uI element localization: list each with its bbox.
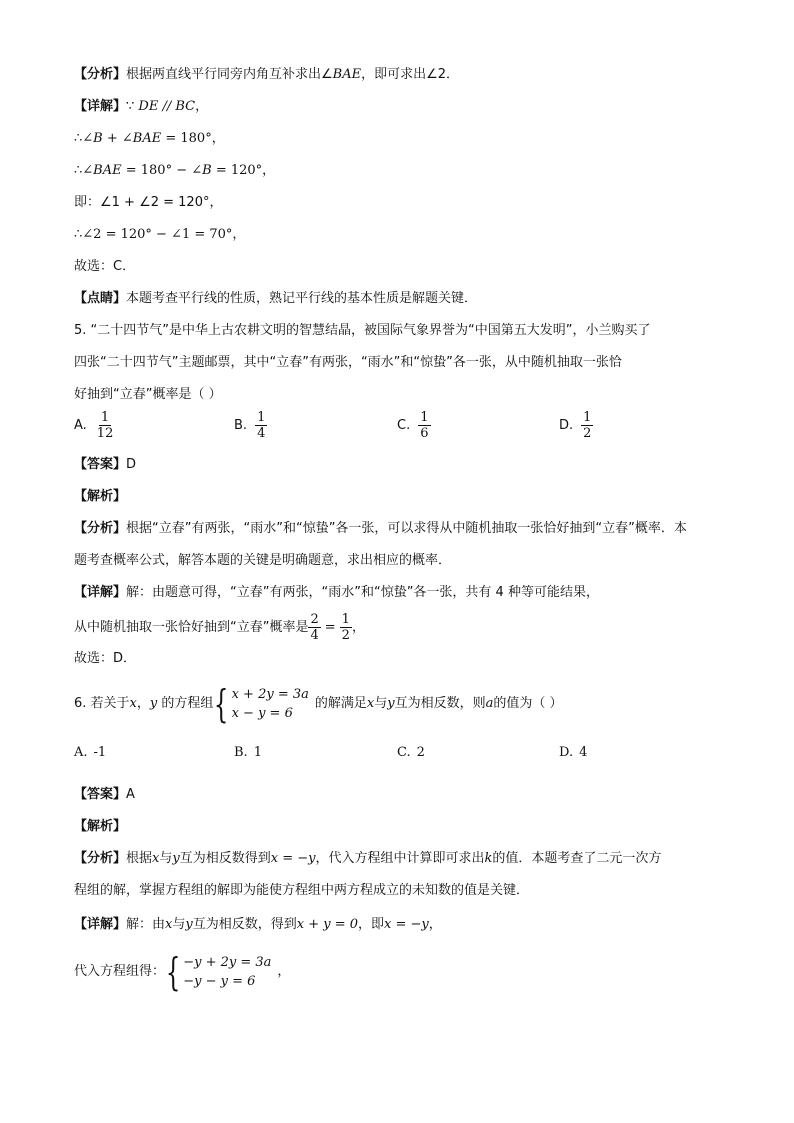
q5-stem-line-1: 5. “二十四节气”是中华上古农耕文明的智慧结晶，被国际气象界誉为“中国第五大发明”，小兰购买了 [74,323,651,338]
option-fraction [95,410,116,441]
q6-substitution [74,950,290,994]
stem-text: 的解满足 [314,696,367,711]
q6-explain-tag: 【解析】 [74,819,127,834]
detail-tag: 【详解】 [74,99,127,114]
math-b: B [93,131,103,146]
detail-text: 代入方程组得： [74,964,166,979]
analysis-text: 根据两直线平行同旁内角互补求出∠ [126,67,333,82]
denominator: 4 [257,426,266,441]
answer-tag: 【答案】 [74,457,127,472]
q6-answer [74,786,135,804]
q6-detail-line-1 [74,916,442,934]
q6-analysis-line-2: 程组的解，掌握方程组的解即为能使方程组中两方程成立的未知数的值是关键． [74,883,530,898]
option-value: 2 [416,745,425,760]
numerator: 1 [100,410,110,425]
math-bae: BAE [332,67,362,82]
option-label: D. [559,745,574,760]
denominator: 6 [420,426,429,441]
stem-text: 的方程组 [157,696,214,711]
q4-detail-given [74,98,208,116]
analysis-tag: 【分析】 [74,67,127,82]
detail-text: 与 [172,917,186,932]
equation-1: −y + 2y = 3a [183,954,272,970]
math-x: x [165,917,173,932]
q5-option-c [397,410,431,441]
q5-option-b [234,410,267,441]
option-value: -1 [93,745,107,760]
analysis-text: 与 [159,851,173,866]
detail-text: 解：由题意可得，“立春”有两张，“雨水”和“惊蛰”各一张，共有 4 种等可能结果， [126,585,599,600]
equation-system [165,949,272,994]
q5-option-d [559,410,593,441]
q5-answer [74,456,136,474]
comment-text: 本题考查平行线的性质，熟记平行线的基本性质是解题关键． [126,291,478,306]
numerator: 1 [420,410,429,425]
q4-choice: 故选：C． [74,259,136,274]
numerator: 1 [341,612,350,627]
stem-text: 的值为（ ） [493,696,563,711]
math-y: y [185,917,193,932]
punct: ， [136,696,150,711]
numerator: 1 [583,410,592,425]
math-y: y [172,851,180,866]
q4-analysis [74,66,459,84]
answer-value: D [126,457,137,472]
detail-text: 解：由 [126,917,166,932]
option-fraction [418,410,430,441]
math-x: x [152,851,160,866]
fraction-1-2 [340,612,352,643]
fraction-2-4 [308,612,320,643]
math-x-eq-neg-y: x = −y [270,851,316,866]
detail-tag: 【详解】 [74,585,127,600]
equation-1: x + 2y = 3a [231,686,309,702]
denominator: 2 [583,426,592,441]
math-k: k [484,851,493,866]
detail-text: 从中随机抽取一张恰好抽到“立春”概率是 [74,620,309,635]
answer-value: A [126,787,135,802]
q5-detail-line-1 [74,584,599,602]
math-x: x [129,696,137,711]
q5-option-a [74,410,115,441]
detail-text: ，即 [358,917,385,932]
q5-stem-line-2: 四张“二十四节气”主题邮票，其中“立春”有两张，“雨水”和“惊蛰”各一张，从中随机抽取一张恰 [74,355,622,370]
stem-text: 6. 若关于 [74,696,130,711]
math-bae: BAE [132,131,162,146]
math-bae: BAE [93,163,122,178]
q6-options [74,744,714,762]
answer-tag: 【答案】 [74,787,127,802]
q4-step-2 [74,162,275,180]
analysis-tag: 【分析】 [74,851,127,866]
option-value: 4 [579,745,588,760]
math-x-plus-y-eq-0: x + y = 0 [296,917,359,932]
numerator: 2 [310,612,319,627]
q5-detail-line-2 [74,606,365,650]
analysis-text: ，代入方程组中计算即可求出 [315,851,485,866]
q6-stem [74,682,563,726]
q6-option-a [74,744,106,762]
q6-option-d [559,744,587,762]
equation-2: x − y = 6 [231,705,293,721]
numerator: 1 [257,410,266,425]
option-label: A. [74,745,88,760]
math-b: B [202,163,212,178]
punct: ， [428,917,442,932]
q5-analysis-line-2: 题考查概率公式，解答本题的关键是明确题意，求出相应的概率． [74,553,452,568]
option-label: A. [74,417,87,433]
q5-choice: 故选：D． [74,651,137,666]
denominator: 4 [310,628,319,643]
eq-180: = 180°， [161,131,225,146]
option-value: 1 [253,745,262,760]
q4-step-3: 即：∠1 + ∠2 = 120°， [74,195,223,210]
stem-text: 与 [374,696,388,711]
math-y: y [149,696,158,711]
left-brace-icon: { [214,681,229,726]
detail-tag: 【详解】 [74,917,127,932]
q4-step-1 [74,130,225,148]
math-a: a [485,696,494,711]
therefore-angle: ∴∠ [74,163,94,178]
option-label: B. [234,417,248,433]
option-fraction [581,410,593,441]
equals-sign: = [324,620,336,635]
equation-system [213,681,309,726]
q4-step-4: ∴∠2 = 120° − ∠1 = 70°， [74,227,246,242]
equation-2: −y − y = 6 [183,973,256,989]
option-label: C. [397,417,411,433]
punct: ， [195,99,209,114]
comment-tag: 【点睛】 [74,291,127,306]
stem-text: 互为相反数，则 [394,696,486,711]
analysis-text: 根据 [126,851,153,866]
denominator: 12 [96,426,114,441]
eq-180-minus: = 180° − ∠ [121,163,203,178]
punct: ， [277,964,291,979]
analysis-text: 的值．本题考查了二元一次方 [492,851,662,866]
analysis-text: 互为相反数得到 [179,851,271,866]
punct: ， [351,620,365,635]
math-de-parallel-bc: DE // BC [138,99,196,114]
analysis-text: 根据“立春”有两张，“雨水”和“惊蛰”各一张，可以求得从中随机抽取一张恰好抽到“立春”概率．本 [126,521,687,536]
q6-option-c [397,744,425,762]
option-label: D. [559,417,574,433]
analysis-tag: 【分析】 [74,521,127,536]
q5-analysis-line-1 [74,520,687,538]
option-label: C. [397,745,411,760]
analysis-text-end: ，即可求出∠2． [361,67,460,82]
q5-stem-line-3: 好抽到“立春”概率是（ ） [74,387,222,402]
eq-120: = 120°， [211,163,276,178]
q6-analysis-line-1 [74,850,661,868]
q4-comment [74,290,477,308]
q6-option-b [234,744,262,762]
denominator: 2 [341,628,350,643]
option-fraction [255,410,267,441]
because-sign: ∵ [126,99,139,114]
detail-text: 互为相反数，得到 [192,917,297,932]
therefore-angle: ∴∠ [74,131,94,146]
left-brace-icon: { [165,949,181,994]
math-x-eq-neg-y: x = −y [384,917,429,932]
math-y: y [387,696,395,711]
option-label: B. [234,745,248,760]
q5-options [74,410,714,446]
math-x: x [366,696,375,711]
plus-angle: + ∠ [102,131,133,146]
q5-explain-tag: 【解析】 [74,489,127,504]
